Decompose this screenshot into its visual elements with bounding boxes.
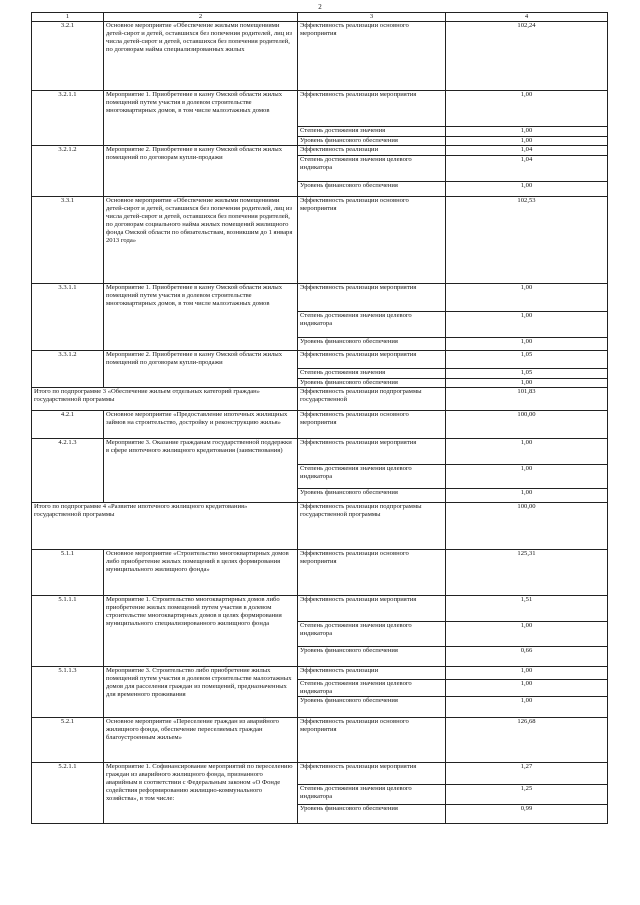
item-number: 5.2.1 [32,718,104,763]
indicator-label: Степень достижения значения целевого индикатора [298,622,446,647]
indicator-label: Степень достижения значения [298,127,446,137]
indicator-value: 1,00 [446,127,608,137]
table-row [32,411,608,439]
indicator-label: Эффективность реализации основного мероприятия [298,197,446,284]
item-name: Мероприятие 3. Строительство либо приобретение жилых помещений путем участия в долевом строительстве малоэтажных домов для расселения граждан из помещений, предназначенных для временного проживания [104,667,298,718]
indicator-value: 1,27 [446,763,608,785]
item-name: Мероприятие 1. Строительство многоквартирных домов либо приобретение жилых помещений путем участия в долевом строительстве многоквартирных домов в целях формирования муниципального специализированного жилищного фонда [104,596,298,667]
indicator-label: Степень достижения значения целевого индикатора [298,680,446,697]
item-name: Мероприятие 3. Оказание гражданам государственной поддержки в сфере ипотечного жилищного кредитования (заимствования) [104,439,298,503]
indicator-value: 1,00 [446,338,608,351]
indicator-value: 1,00 [446,697,608,718]
column-number-row [32,13,608,22]
indicator-label: Степень достижения значения [298,369,446,379]
table-row [32,503,608,550]
page-number: 2 [318,3,322,11]
indicator-value: 1,00 [446,379,608,388]
item-number: 5.1.1.1 [32,596,104,667]
indicator-label: Степень достижения значения целевого индикатора [298,312,446,338]
indicator-label: Эффективность реализации подпрограммы государственной программы [298,503,446,550]
table-row [32,197,608,284]
indicator-value: 1,00 [446,667,608,680]
indicator-label: Уровень финансового обеспечения [298,137,446,146]
indicator-label: Степень достижения значения целевого индикатора [298,785,446,805]
item-name: Основное мероприятие «Строительство многоквартирных домов либо приобретение жилых помещений в целях формирования муниципального жилищного фонда» [104,550,298,596]
subprogram-total-label: Итого по подпрограмме 4 «Развитие ипотечного жилищного кредитования» государственной программы [32,503,298,550]
indicator-value: 1,04 [446,146,608,156]
item-number: 5.1.1.3 [32,667,104,718]
item-name: Основное мероприятие «Переселение граждан из аварийного жилищного фонда, обеспечение переселяемых граждан благоустроенным жильем» [104,718,298,763]
indicator-label: Эффективность реализации мероприятия [298,439,446,465]
indicator-value: 100,00 [446,503,608,550]
item-number: 5.1.1 [32,550,104,596]
indicator-label: Эффективность реализации подпрограммы государственной [298,388,446,411]
table-row [32,596,608,622]
item-number: 3.2.1 [32,22,104,91]
item-number: 5.2.1.1 [32,763,104,824]
table-row [32,351,608,369]
column-number: 3 [298,13,446,22]
indicator-label: Степень достижения значения целевого индикатора [298,156,446,182]
item-number: 4.2.1 [32,411,104,439]
indicator-value: 1,00 [446,622,608,647]
indicator-value: 1,00 [446,312,608,338]
table-row [32,91,608,127]
indicator-value: 1,00 [446,284,608,312]
indicator-label: Эффективность реализации мероприятия [298,351,446,369]
table-row [32,146,608,156]
indicator-label: Уровень финансового обеспечения [298,697,446,718]
indicator-label: Эффективность реализации мероприятия [298,596,446,622]
indicator-label: Эффективность реализации мероприятия [298,91,446,127]
table-row [32,22,608,91]
indicator-label: Эффективность реализации основного мероприятия [298,22,446,91]
indicator-label: Уровень финансового обеспечения [298,647,446,667]
indicator-label: Уровень финансового обеспечения [298,182,446,197]
table-row [32,763,608,785]
evaluation-table [31,12,608,824]
item-name: Мероприятие 1. Приобретение в казну Омской области жилых помещений путем участия в долевом строительстве многоквартирных домов, в том числе малоэтажных домов [104,91,298,146]
item-number: 3.2.1.1 [32,91,104,146]
indicator-label: Эффективность реализации [298,146,446,156]
item-name: Основное мероприятие «Предоставление ипотечных жилищных займов на строительство, достройку и реконструкцию жилья» [104,411,298,439]
indicator-value: 1,05 [446,369,608,379]
indicator-label: Эффективность реализации [298,667,446,680]
item-number: 3.3.1.1 [32,284,104,351]
indicator-label: Уровень финансового обеспечения [298,379,446,388]
indicator-value: 0,66 [446,647,608,667]
table-row [32,284,608,312]
table-row [32,388,608,411]
indicator-value: 1,00 [446,439,608,465]
indicator-label: Эффективность реализации основного мероприятия [298,718,446,763]
item-number: 4.2.1.3 [32,439,104,503]
item-name: Мероприятие 1. Приобретение в казну Омской области жилых помещений путем участия в долевом строительстве многоквартирных домов, в том числе малоэтажных домов [104,284,298,351]
indicator-label: Уровень финансового обеспечения [298,805,446,824]
indicator-label: Эффективность реализации мероприятия [298,763,446,785]
indicator-value: 1,00 [446,182,608,197]
table-row [32,550,608,596]
item-name: Основное мероприятие «Обеспечение жилыми помещениями детей-сирот и детей, оставшихся без попечения родителей, лиц из числа детей-сирот и детей, оставшихся без попечения родителей, по договорам найма специализированных жилых [104,22,298,91]
item-number: 3.3.1 [32,197,104,284]
indicator-value: 1,00 [446,489,608,503]
item-number: 3.3.1.2 [32,351,104,388]
item-number: 3.2.1.2 [32,146,104,197]
column-number: 4 [446,13,608,22]
indicator-value: 1,04 [446,156,608,182]
column-number: 1 [32,13,104,22]
indicator-label: Эффективность реализации основного мероприятия [298,411,446,439]
indicator-value: 1,51 [446,596,608,622]
item-name: Основное мероприятие «Обеспечение жилыми помещениями детей-сирот и детей, оставшихся без попечения родителей, лиц из числа детей-сирот и детей, оставшихся без попечения родителей, по договорам социального найма жилых помещений жилищного фонда Омской области по обязательствам, возникшим до 1 января 2013 года» [104,197,298,284]
indicator-value: 1,05 [446,351,608,369]
item-name: Мероприятие 2. Приобретение в казну Омской области жилых помещений по договорам купли-продажи [104,146,298,197]
indicator-value: 1,25 [446,785,608,805]
indicator-label: Уровень финансового обеспечения [298,489,446,503]
indicator-value: 102,24 [446,22,608,91]
table-row [32,718,608,763]
indicator-value: 100,00 [446,411,608,439]
indicator-label: Уровень финансового обеспечения [298,338,446,351]
table-row [32,667,608,680]
indicator-value: 1,00 [446,465,608,489]
indicator-value: 1,00 [446,137,608,146]
indicator-value: 101,83 [446,388,608,411]
indicator-value: 0,99 [446,805,608,824]
indicator-label: Эффективность реализации основного мероприятия [298,550,446,596]
indicator-value: 126,68 [446,718,608,763]
indicator-label: Эффективность реализации мероприятия [298,284,446,312]
indicator-value: 1,00 [446,91,608,127]
indicator-value: 125,31 [446,550,608,596]
indicator-value: 1,00 [446,680,608,697]
indicator-label: Степень достижения значения целевого индикатора [298,465,446,489]
column-number: 2 [104,13,298,22]
indicator-value: 102,53 [446,197,608,284]
table-row [32,439,608,465]
item-name: Мероприятие 2. Приобретение в казну Омской области жилых помещений по договорам купли-продажи [104,351,298,388]
item-name: Мероприятие 1. Софинансирование мероприятий по переселению граждан из аварийного жилищного фонда, признанного аварийным в соответствии с Федеральным законом «О Фонде содействия реформированию жилищно-коммунального хозяйства», в том числе: [104,763,298,824]
subprogram-total-label: Итого по подпрограмме 3 «Обеспечение жильем отдельных категорий граждан» государственной программы [32,388,298,411]
